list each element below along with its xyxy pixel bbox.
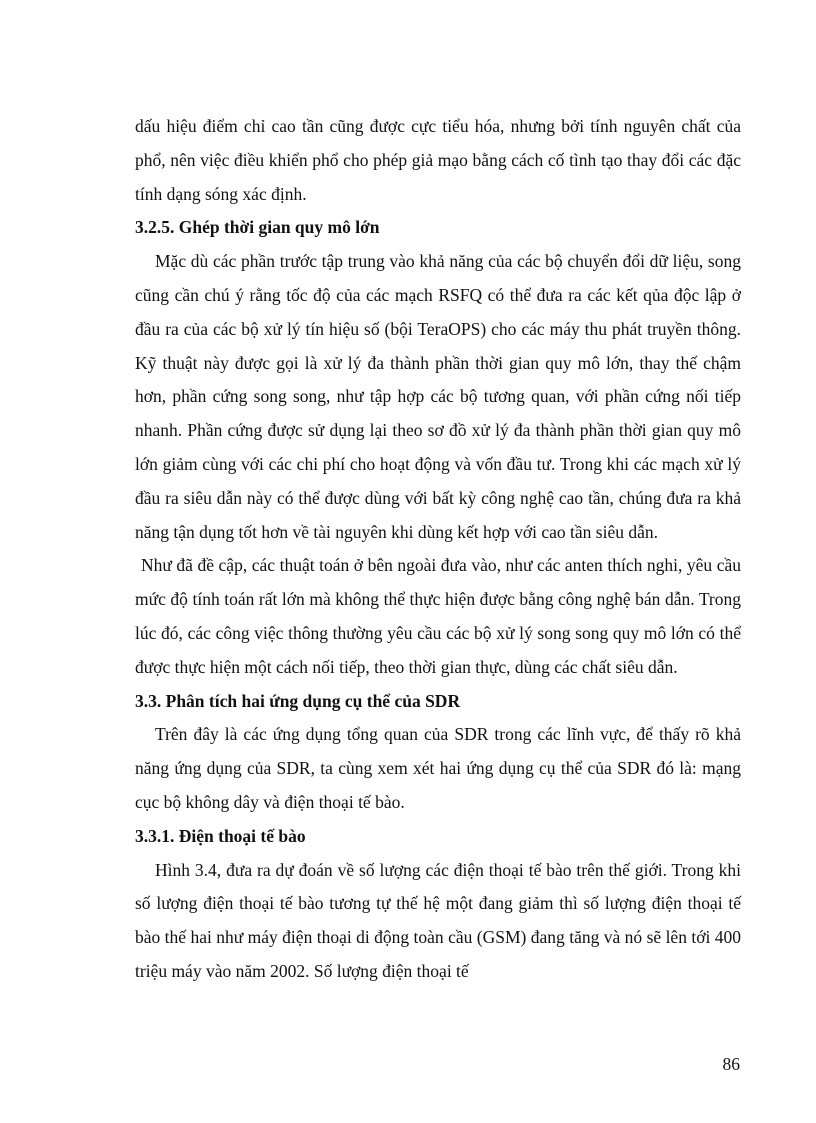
section-heading-3-2-5: 3.2.5. Ghép thời gian quy mô lớn — [135, 217, 380, 238]
paragraph-cellular-phones: Hình 3.4, đưa ra dự đoán về số lượng các điện thoại tế bào trên thế giới. Trong khi số lượng điện thoại tế bào tương tự thế hệ một đang giảm thì số lượng điện thoại tế bào thế hai như máy điện thoại di động toàn cầu (GSM) đang tăng và nó sẽ lên tới 400 triệu máy vào năm 2002. Số lượng điện thoại tế — [135, 859, 741, 981]
paragraph-large-scale-time-multiplexing: Mặc dù các phần trước tập trung vào khả năng của các bộ chuyển đổi dữ liệu, song cũng cần chú ý rằng tốc độ của các mạch RSFQ có thể đưa ra các kết qủa độc lập ở đầu ra của các bộ xử lý tín hiệu số (bội TeraOPS) cho các máy thu phát truyền thông. Kỹ thuật này được gọi là xử lý đa thành phần thời gian quy mô lớn, thay thế chậm hơn, phần cứng song song, như tập hợp các bộ tương quan, với phần cứng nối tiếp nhanh. Phần cứng được sử dụng lại theo sơ đồ xử lý đa thành phần thời gian quy mô lớn giảm cùng với các chi phí cho hoạt động và vốn đầu tư. Trong khi các mạch xử lý đầu ra siêu dẫn này có thể được dùng với bất kỳ công nghệ cao tần, chúng đưa ra khả năng tận dụng tốt hơn về tài nguyên khi dùng kết hợp với cao tần siêu dẫn. — [135, 251, 741, 542]
page-number: 86 — [722, 1054, 740, 1074]
paragraph-sdr-applications: Trên đây là các ứng dụng tổng quan của SDR trong các lĩnh vực, để thấy rõ khả năng ứng dụng của SDR, ta cùng xem xét hai ứng dụng cụ thể của SDR đó là: mạng cục bộ không dây và điện thoại tế bào. — [135, 724, 741, 812]
section-heading-3-3-1: 3.3.1. Điện thoại tế bào — [135, 825, 306, 846]
section-heading-3-3: 3.3. Phân tích hai ứng dụng cụ thể của SDR — [135, 690, 461, 711]
page-content — [135, 110, 741, 989]
paragraph-algorithms: Như đã đề cập, các thuật toán ở bên ngoài đưa vào, như các anten thích nghi, yêu cầu mức độ tính toán rất lớn mà không thể thực hiện được bằng công nghệ bán dẫn. Trong lúc đó, các công việc thông thường yêu cầu các bộ xử lý song song quy mô lớn có thể được thực hiện một cách nối tiếp, theo thời gian thực, dùng các chất siêu dẫn. — [135, 555, 741, 677]
paragraph-continuation: dấu hiệu điểm chỉ cao tần cũng được cực tiểu hóa, nhưng bởi tính nguyên chất của phổ, nên việc điều khiển phổ cho phép giả mạo bằng cách cố tình tạo thay đổi các đặc tính dạng sóng xác định. — [135, 116, 741, 204]
